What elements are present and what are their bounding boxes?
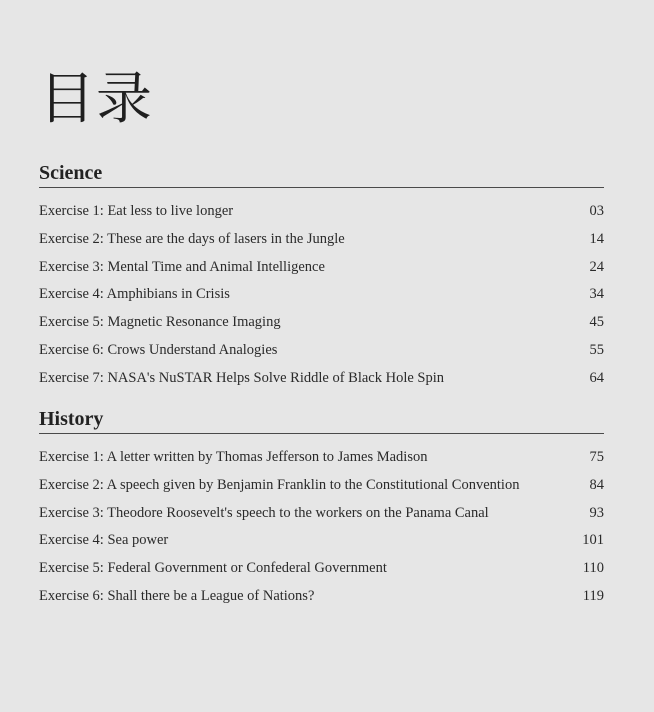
toc-entry[interactable]: [39, 309, 604, 337]
toc-entry-page-number: 119: [582, 587, 604, 604]
toc-entry-title: Exercise 5: Magnetic Resonance Imaging: [39, 314, 281, 331]
toc-entry-page-number: 55: [589, 341, 604, 358]
toc-entry[interactable]: [39, 281, 604, 309]
toc-entry-title: Exercise 3: Mental Time and Animal Intelligence: [39, 258, 325, 275]
toc-entry-title: Exercise 6: Shall there be a League of Nations?: [39, 587, 315, 604]
toc-entry-title: Exercise 6: Crows Understand Analogies: [39, 341, 278, 358]
toc-entry-title: Exercise 1: Eat less to live longer: [39, 203, 234, 219]
toc-entry-page-number: 84: [589, 476, 604, 493]
toc-entry-page-number: 14: [589, 230, 604, 247]
toc-entry[interactable]: [39, 527, 604, 555]
toc-entry[interactable]: [39, 365, 604, 393]
section-history: [39, 406, 604, 611]
toc-entry[interactable]: [39, 500, 604, 528]
toc-entry-title: Exercise 4: Amphibians in Crisis: [39, 286, 230, 303]
toc-entry[interactable]: [39, 226, 604, 254]
toc-entry-page-number: 45: [589, 314, 604, 331]
toc-entry-page-number: 03: [589, 203, 604, 219]
toc-entry-page-number: 64: [589, 369, 604, 386]
toc-entry-page-number: 110: [582, 560, 604, 577]
toc-entry[interactable]: [39, 555, 604, 583]
toc-entry-page-number: 101: [582, 532, 604, 549]
history-entry-list: [39, 444, 604, 611]
toc-entry-title: Exercise 3: Theodore Roosevelt's speech to the workers on the Panama Canal: [39, 504, 489, 521]
toc-entry-title: Exercise 4: Sea power: [39, 532, 169, 549]
section-science: [39, 160, 604, 393]
section-heading-science: Science: [39, 160, 604, 188]
section-heading-history: History: [39, 406, 604, 434]
toc-entry-title: Exercise 1: A letter written by Thomas Jefferson to James Madison: [39, 449, 428, 465]
toc-entry-title: Exercise 2: These are the days of lasers in the Jungle: [39, 230, 345, 247]
toc-entry[interactable]: [39, 583, 604, 611]
toc-entry-page-number: 75: [589, 449, 604, 465]
toc-entry[interactable]: [39, 444, 604, 472]
toc-entry-page-number: 93: [589, 504, 604, 521]
toc-entry[interactable]: [39, 198, 604, 226]
toc-entry-title: Exercise 5: Federal Government or Confederal Government: [39, 560, 387, 577]
toc-entry[interactable]: [39, 337, 604, 365]
toc-entry[interactable]: [39, 472, 604, 500]
toc-entry-title: Exercise 2: A speech given by Benjamin Franklin to the Constitutional Convention: [39, 476, 520, 493]
toc-entry[interactable]: [39, 254, 604, 282]
science-entry-list: [39, 198, 604, 393]
page-title: 目录: [39, 67, 153, 132]
toc-entry-page-number: 24: [589, 258, 604, 275]
toc-entry-page-number: 34: [589, 286, 604, 303]
toc-entry-title: Exercise 7: NASA's NuSTAR Helps Solve Riddle of Black Hole Spin: [39, 369, 445, 386]
